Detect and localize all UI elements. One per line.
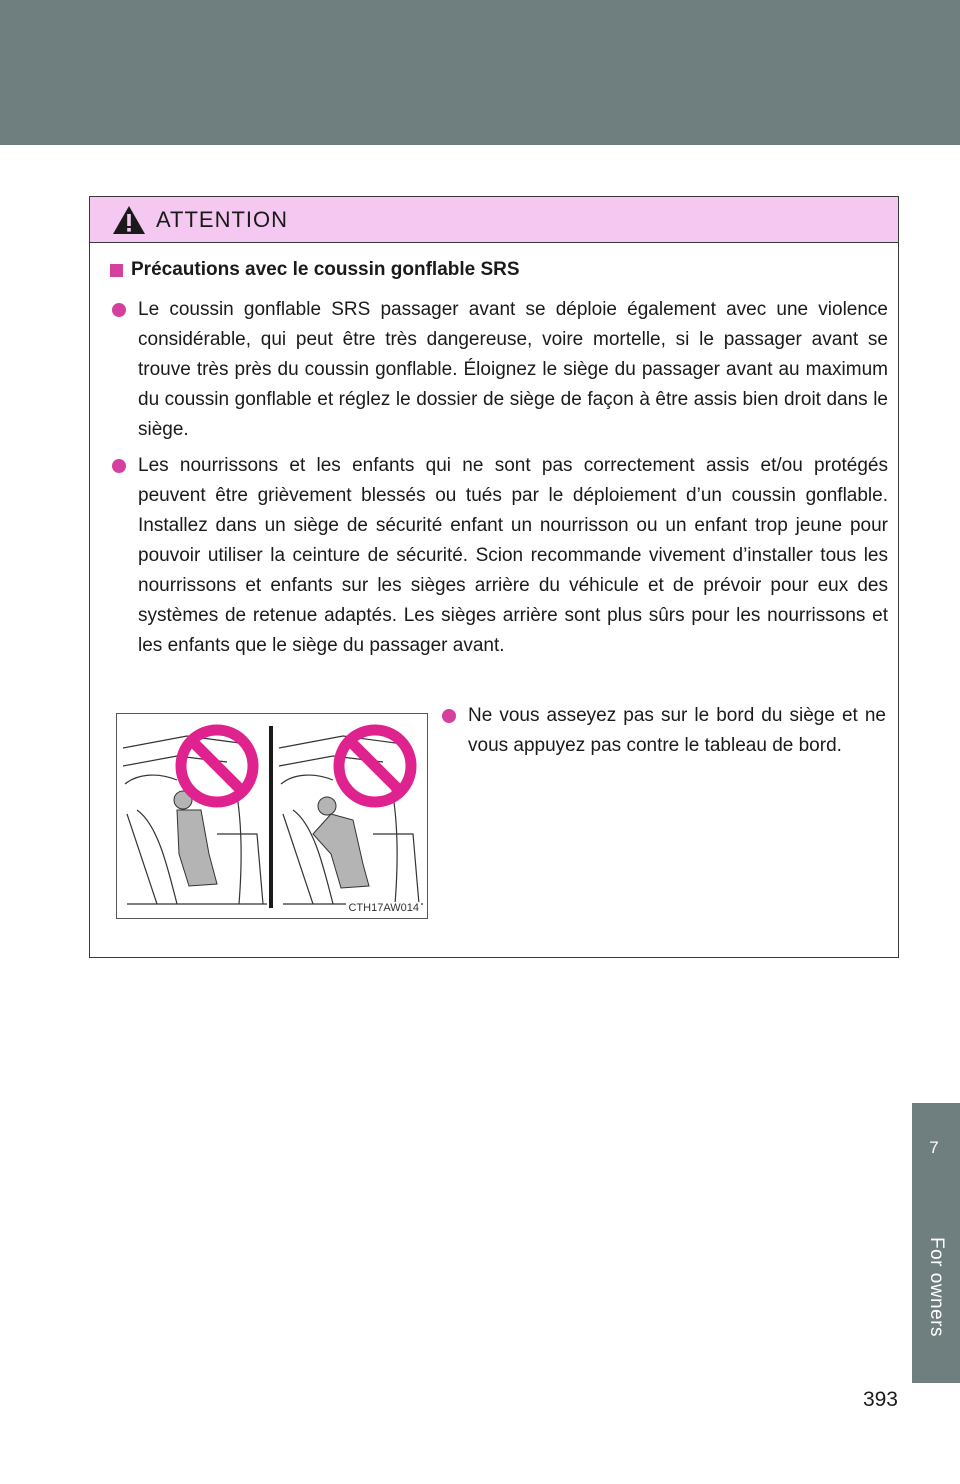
section-title: Précautions avec le coussin gonflable SRS — [131, 259, 520, 280]
figure-code: CTH17AW014 — [348, 902, 419, 914]
prohibition-icon — [181, 730, 253, 802]
warning-title: ATTENTION — [156, 206, 289, 232]
warning-box — [89, 196, 899, 958]
chapter-number: 7 — [929, 1138, 939, 1157]
bullet-dot-icon — [112, 459, 126, 473]
warning-header — [90, 197, 898, 243]
bullet-dot-icon — [442, 709, 456, 723]
warning-triangle-icon — [112, 205, 146, 235]
seating-illustration — [117, 714, 427, 918]
bullet-item — [112, 295, 888, 445]
airbag-illustration — [116, 713, 428, 919]
chapter-title-text: For owners — [926, 1236, 947, 1338]
section-heading — [110, 259, 520, 281]
square-bullet-icon — [110, 264, 123, 277]
bullet-dot-icon — [112, 303, 126, 317]
bullet-text: Le coussin gonflable SRS passager avant se déploie également avec une violence considérable, qui peut être très dangereuse, voire mortelle, si le passager avant se trouve très près du coussin gonflable. Éloignez le siège du passager avant au maximum du coussin gonflable et réglez le dossier de siège de façon à être assis bien droit dans le siège. — [138, 299, 888, 440]
bullet-text: Ne vous asseyez pas sur le bord du siège et ne vous appuyez pas contre le tableau de bord. — [468, 705, 886, 756]
bullet-item — [442, 701, 886, 761]
page-number: 393 — [862, 1388, 898, 1411]
chapter-title — [912, 1212, 960, 1362]
header-band — [0, 0, 960, 145]
bullet-item — [112, 451, 888, 661]
bullet-text: Les nourrissons et les enfants qui ne sont pas correctement assis et/ou protégés peuvent être grièvement blessés ou tués par le déploiement d’un coussin gonflable. Installez dans un siège de sécurité enfant un nourrisson ou un enfant trop jeune pour pouvoir utiliser la ceinture de sécurité. Scion recommande vivement d’installer tous les nourrissons et enfants sur les sièges arrière du véhicule et de prévoir pour eux des systèmes de retenue adaptés. Les sièges arrière sont plus sûrs pour les nourrissons et les enfants que le siège du passager avant. — [138, 455, 888, 656]
